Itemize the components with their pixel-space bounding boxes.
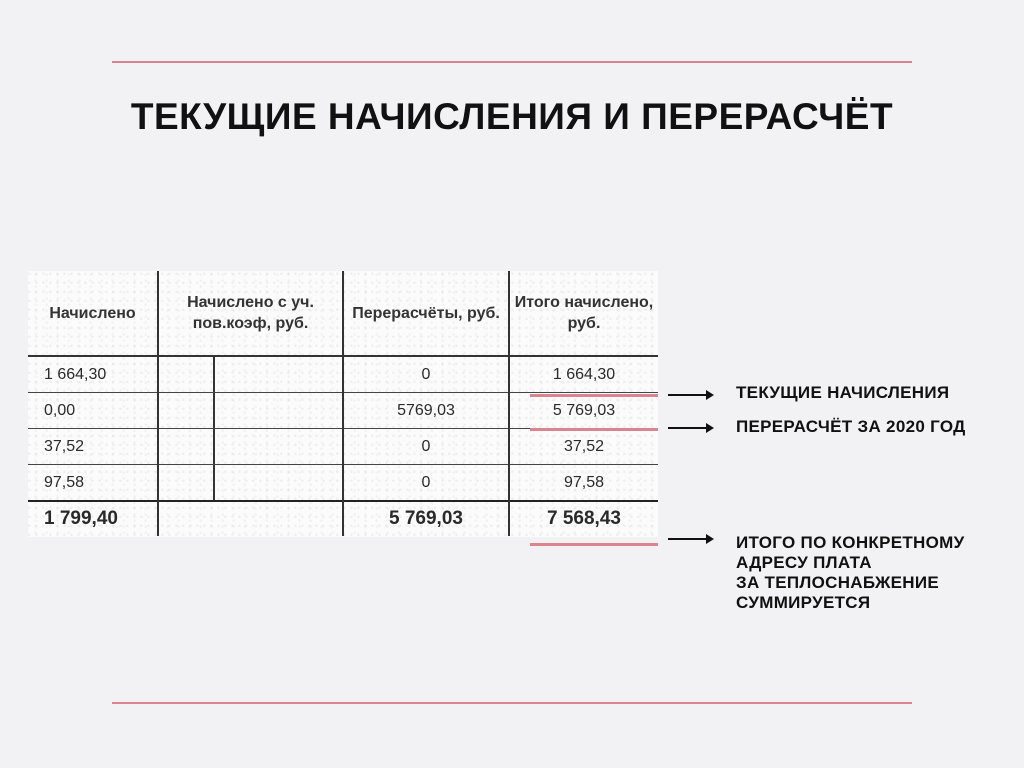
table-row <box>28 429 658 465</box>
header-total-charged: Итого начислено, руб. <box>509 271 658 356</box>
cell-total: 5 769,03 <box>509 393 658 429</box>
cell-charged: 37,52 <box>28 429 158 465</box>
label-recalc-2020: ПЕРЕРАСЧЁТ ЗА 2020 ГОД <box>736 417 966 436</box>
table-row <box>28 356 658 393</box>
header-recalculations: Перерасчёты, руб. <box>343 271 509 356</box>
label-total-note <box>736 533 1024 613</box>
table-total-row <box>28 501 658 536</box>
table-row <box>28 465 658 502</box>
charges-table <box>28 271 658 536</box>
cell-charged: 1 664,30 <box>28 356 158 393</box>
cell-charged: 97,58 <box>28 465 158 502</box>
cell-charged: 0,00 <box>28 393 158 429</box>
cell-charged-with-coef <box>158 393 343 429</box>
cell-recalc: 0 <box>343 465 509 502</box>
cell-recalc: 5769,03 <box>343 393 509 429</box>
total-recalc: 5 769,03 <box>343 501 509 536</box>
label-total-line: СУММИРУЕТСЯ <box>736 593 871 612</box>
label-total-line: ЗА ТЕПЛОСНАБЖЕНИЕ <box>736 573 940 592</box>
scanned-charges-table <box>28 271 658 537</box>
total-charged: 1 799,40 <box>28 501 158 536</box>
cell-total: 1 664,30 <box>509 356 658 393</box>
label-current-charges: ТЕКУЩИЕ НАЧИСЛЕНИЯ <box>736 383 950 402</box>
top-divider <box>112 61 912 63</box>
cell-total: 97,58 <box>509 465 658 502</box>
arrow-right-icon <box>668 394 712 396</box>
header-charged: Начислено <box>28 271 158 356</box>
label-total-line: АДРЕСУ ПЛАТА <box>736 553 872 572</box>
cell-total: 37,52 <box>509 429 658 465</box>
table-row <box>28 393 658 429</box>
cell-recalc: 0 <box>343 429 509 465</box>
header-charged-with-coef: Начислено с уч. пов.коэф, руб. <box>158 271 343 356</box>
arrow-right-icon <box>668 427 712 429</box>
page-title: ТЕКУЩИЕ НАЧИСЛЕНИЯ И ПЕРЕРАСЧЁТ <box>130 96 894 137</box>
cell-charged-with-coef <box>158 465 343 502</box>
highlight-recalc <box>530 428 658 431</box>
table-header-row <box>28 271 658 356</box>
cell-charged-with-coef <box>158 429 343 465</box>
highlight-total <box>530 543 658 546</box>
highlight-current <box>530 394 658 397</box>
total-grand: 7 568,43 <box>509 501 658 536</box>
cell-recalc: 0 <box>343 356 509 393</box>
bottom-divider <box>112 702 912 704</box>
label-total-line: ИТОГО ПО КОНКРЕТНОМУ <box>736 533 965 552</box>
arrow-right-icon <box>668 538 712 540</box>
cell-charged-with-coef <box>158 356 343 393</box>
total-charged-with-coef <box>158 501 343 536</box>
